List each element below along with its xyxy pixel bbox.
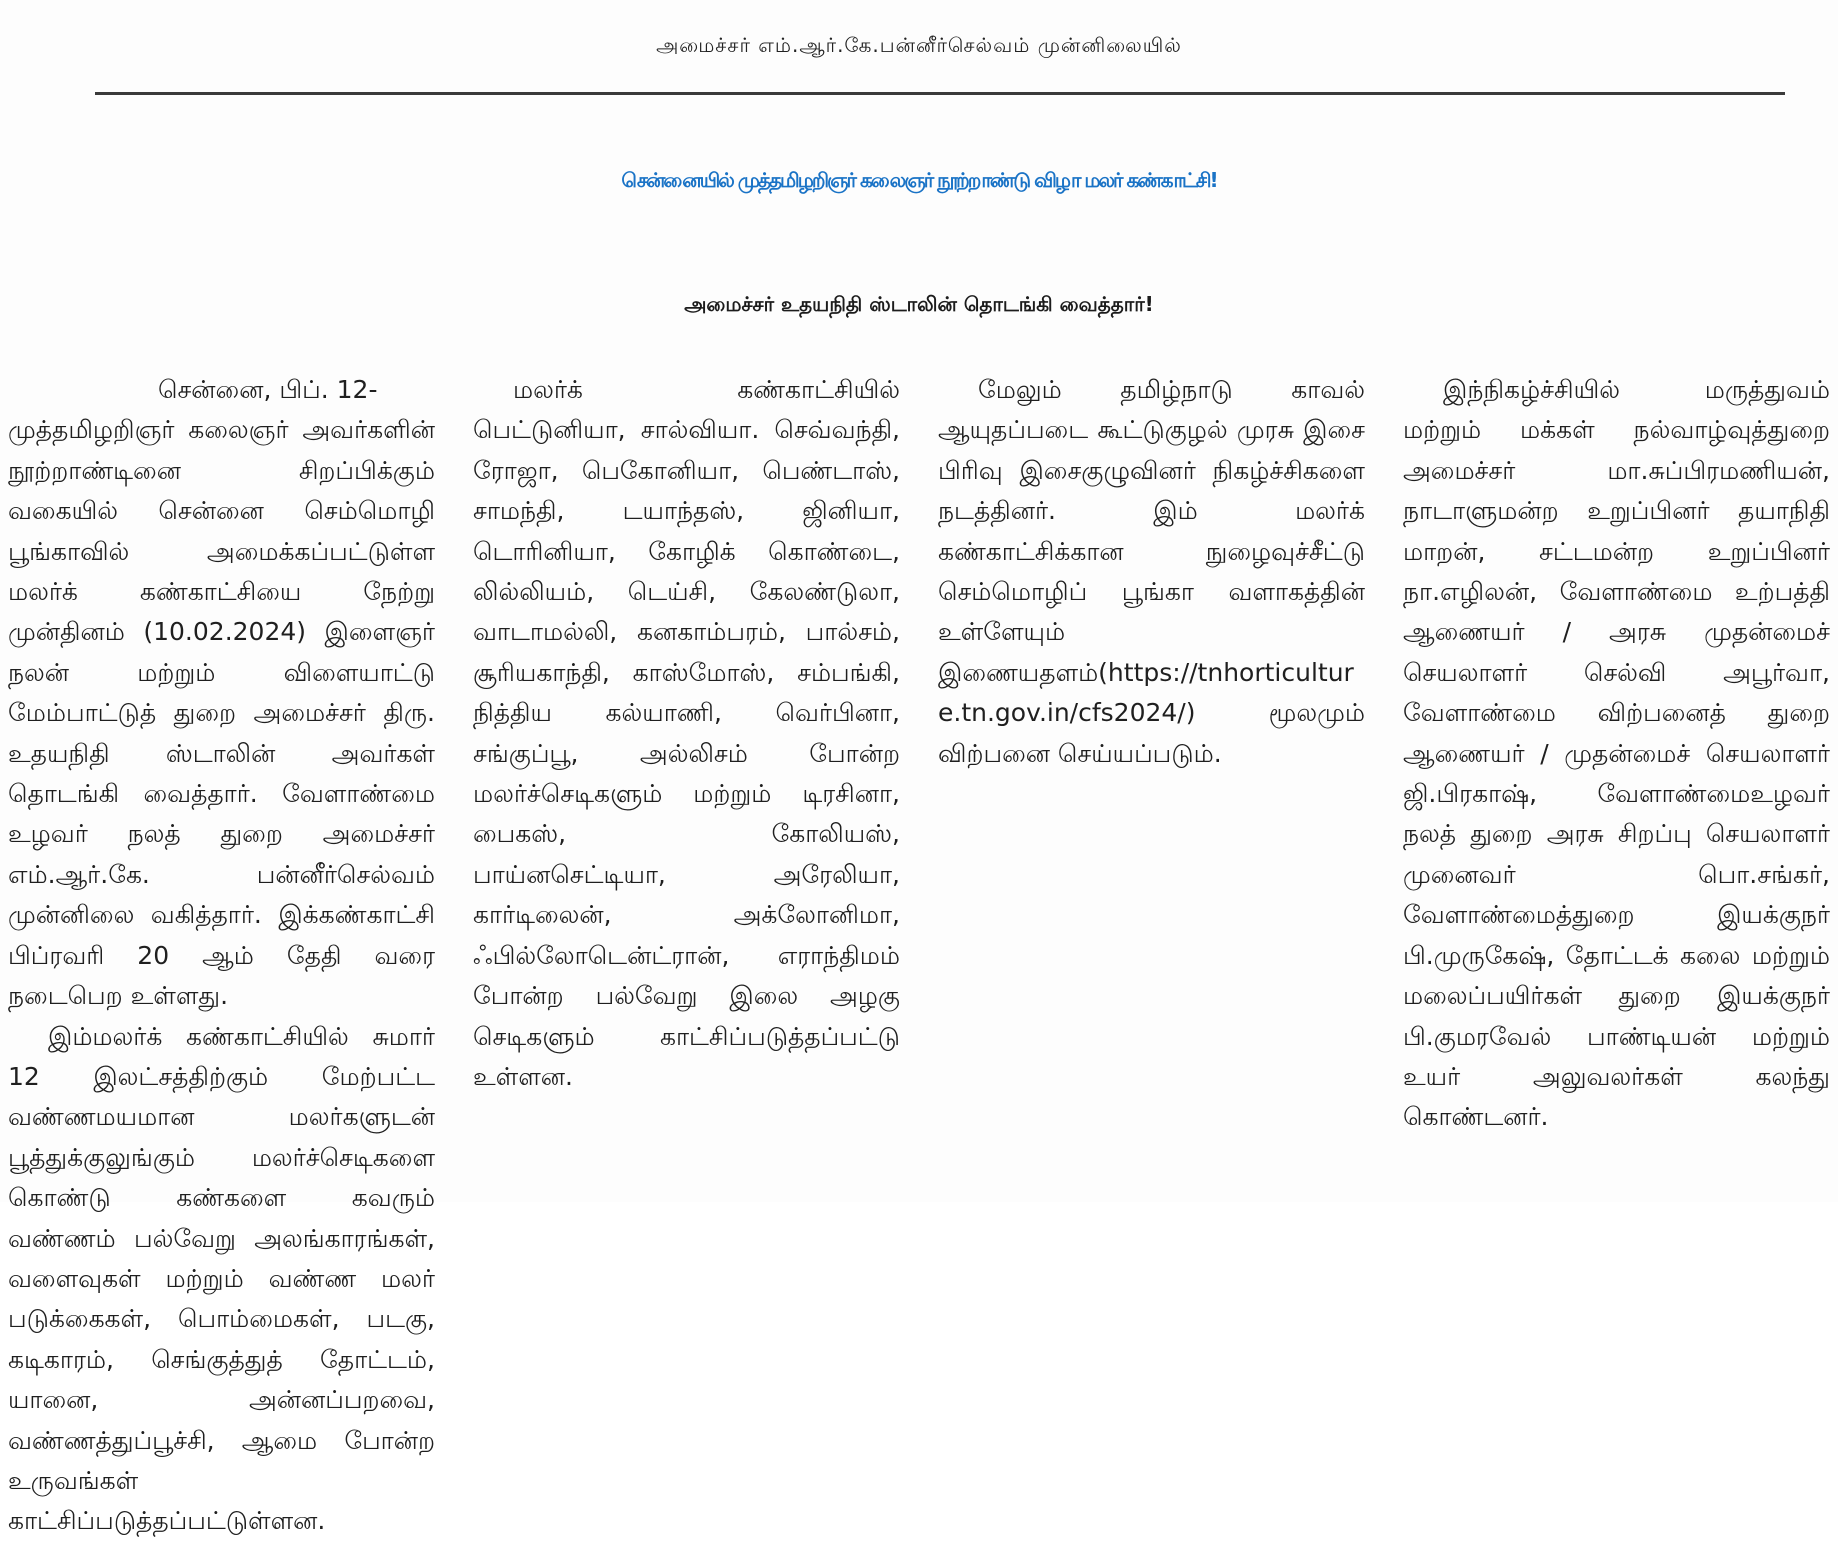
column-1 <box>8 370 435 1536</box>
article-paragraph: இம்மலர்க் கண்காட்சியில் சுமார் 12 இலட்சத்திற்கும் மேற்பட்ட வண்ணமயமான மலர்களுடன் பூத்துக்குலுங்கும் மலர்ச்செடிகளை கொண்டு கண்களை கவரும் வண்ணம் பல்வேறு அலங்காரங்கள், வளைவுகள் மற்றும் வண்ண மலர் படுக்கைகள், பொம்மைகள், படகு, கடிகாரம், செங்குத்துத் தோட்டம், யானை, அன்னப்பறவை, வண்ணத்துப்பூச்சி, ஆமை போன்ற உருவங்கள் காட்சிப்படுத்தப்பட்டுள்ளன. <box>8 1021 435 1536</box>
article-paragraph: மேலும் தமிழ்நாடு காவல் ஆயுதப்படை கூட்டுகுழல் முரசு இசை பிரிவு இசைகுழுவினர் நிகழ்ச்சிகளை நடத்தினர். இம் மலர்க் கண்காட்சிக்கான நுழைவுச்சீட்டு செம்மொழிப் பூங்கா வளாகத்தின் உள்ளேயும் இணையதளம்(https://tnhorticulture.tn.gov.in/cfs2024/) மூலமும் விற்பனை செய்யப்படும். <box>938 375 1365 768</box>
article-paragraph: இந்நிகழ்ச்சியில் மருத்துவம் மற்றும் மக்கள் நல்வாழ்வுத்துறை அமைச்சர் மா.சுப்பிரமணியன், நாடாளுமன்ற உறுப்பினர் தயாநிதி மாறன், சட்டமன்ற உறுப்பினர் நா.எழிலன், வேளாண்மை உற்பத்தி ஆணையர் / அரசு முதன்மைச் செயலாளர் செல்வி அபூர்வா, வேளாண்மை விற்பனைத் துறை ஆணையர் / முதன்மைச் செயலாளர் ஜி.பிரகாஷ், வேளாண்மைஉழவர் நலத் துறை அரசு சிறப்பு செயலாளர் முனைவர் பொ.சங்கர், வேளாண்மைத்துறை இயக்குநர் பி.முருகேஷ், தோட்டக் கலை மற்றும் மலைப்பயிர்கள் துறை இயக்குநர் பி.குமரவேல் பாண்டியன் மற்றும் உயர் அலுவலர்கள் கலந்து கொண்டனர். <box>1403 375 1830 1132</box>
column-3 <box>938 370 1365 1196</box>
article-subhead: அமைச்சர் உதயநிதி ஸ்டாலின் தொடங்கி வைத்தார்! <box>684 292 1154 316</box>
article-paragraph: முத்தமிழறிஞர் கலைஞர் அவர்களின் நூற்றாண்டினை சிறப்பிக்கும் வகையில் சென்னை செம்மொழி பூங்காவில் அமைக்கப்பட்டுள்ள மலர்க் கண்காட்சியை நேற்று முன்தினம் (10.02.2024) இளைஞர் நலன் மற்றும் விளையாட்டு மேம்பாட்டுத் துறை அமைச்சர் திரு. உதயநிதி ஸ்டாலின் அவர்கள் தொடங்கி வைத்தார். வேளாண்மை உழவர் நலத் துறை அமைச்சர் எம்.ஆர்.கே. பன்னீர்செல்வம் முன்னிலை வகித்தார். இக்கண்காட்சி பிப்ரவரி 20 ஆம் தேதி வரை நடைபெற உள்ளது. <box>8 415 435 1011</box>
column-4 <box>1403 370 1830 1196</box>
article-headline: சென்னையில் முத்தமிழறிஞர் கலைஞர் நூற்றாண்டு விழா மலர் கண்காட்சி! <box>621 168 1217 192</box>
article-kicker: அமைச்சர் எம்.ஆர்.கே.பன்னீர்செல்வம் முன்னிலையில் <box>656 33 1182 57</box>
article-dateline: சென்னை, பிப். 12- <box>158 375 378 404</box>
column-2 <box>473 370 900 1196</box>
article-paragraph: மலர்க் கண்காட்சியில் பெட்டுனியா, சால்வியா. செவ்வந்தி, ரோஜா, பெகோனியா, பெண்டாஸ், சாமந்தி, டயாந்தஸ், ஜினியா, டொரினியா, கோழிக் கொண்டை, லில்லியம், டெய்சி, கேலண்டுலா, வாடாமல்லி, கனகாம்பரம், பால்சம், சூரியகாந்தி, காஸ்மோஸ், சம்பங்கி, நித்திய கல்யாணி, வெர்பினா, சங்குப்பூ, அல்லிசம் போன்ற மலர்ச்செடிகளும் மற்றும் டிரசினா, பைகஸ், கோலியஸ், பாய்னசெட்டியா, அரேலியா, கார்டிலைன், அக்லோனிமா, ஃபில்லோடென்ட்ரான், எராந்திமம் போன்ற பல்வேறு இலை அழகு செடிகளும் காட்சிப்படுத்தப்பட்டு உள்ளன. <box>473 375 900 1091</box>
kicker-divider <box>95 92 1785 95</box>
article-body-columns <box>8 370 1830 1536</box>
